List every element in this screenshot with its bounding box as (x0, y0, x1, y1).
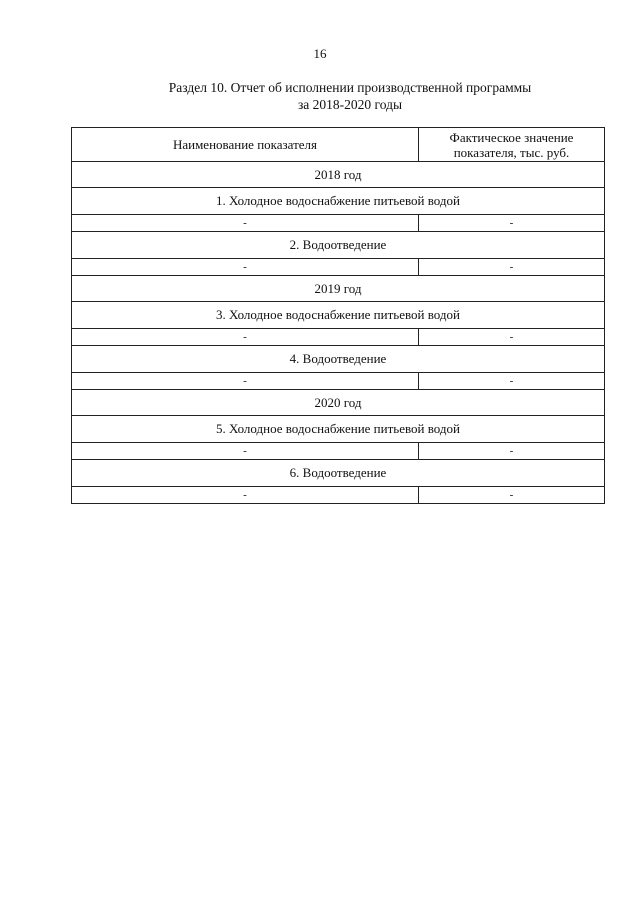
header-value-line1: Фактическое значение (449, 129, 574, 145)
cell-name: - (72, 373, 419, 390)
group-label: 2. Водоотведение (72, 232, 605, 259)
page-number: 16 (313, 46, 327, 61)
group-row (72, 188, 605, 215)
table-row (72, 329, 605, 346)
year-row-2018 (72, 162, 605, 188)
section-title (0, 79, 640, 113)
header-value (419, 128, 605, 162)
group-label: 5. Холодное водоснабжение питьевой водой (72, 416, 605, 443)
table-row (72, 487, 605, 504)
group-row (72, 346, 605, 373)
report-table (71, 127, 605, 504)
cell-name: - (72, 259, 419, 276)
cell-value: - (419, 329, 605, 346)
table-row (72, 215, 605, 232)
group-label: 6. Водоотведение (72, 460, 605, 487)
section-title-line2: за 2018-2020 годы (297, 97, 403, 112)
cell-value: - (419, 259, 605, 276)
table-row (72, 373, 605, 390)
cell-name: - (72, 329, 419, 346)
table-header-row (72, 128, 605, 162)
group-row (72, 460, 605, 487)
cell-value: - (419, 443, 605, 460)
group-row (72, 416, 605, 443)
cell-value: - (419, 373, 605, 390)
cell-value: - (419, 215, 605, 232)
group-row (72, 302, 605, 329)
section-title-line1: Раздел 10. Отчет об исполнении производственной программы (168, 80, 532, 95)
cell-name: - (72, 443, 419, 460)
header-value-line2: показателя, тыс. руб. (453, 144, 570, 160)
year-label: 2020 год (72, 390, 605, 416)
group-row (72, 232, 605, 259)
year-row-2020 (72, 390, 605, 416)
year-label: 2018 год (72, 162, 605, 188)
group-label: 4. Водоотведение (72, 346, 605, 373)
table-row (72, 259, 605, 276)
year-row-2019 (72, 276, 605, 302)
cell-name: - (72, 215, 419, 232)
group-label: 3. Холодное водоснабжение питьевой водой (72, 302, 605, 329)
table-row (72, 443, 605, 460)
cell-value: - (419, 487, 605, 504)
year-label: 2019 год (72, 276, 605, 302)
group-label: 1. Холодное водоснабжение питьевой водой (72, 188, 605, 215)
cell-name: - (72, 487, 419, 504)
header-name: Наименование показателя (72, 128, 419, 162)
